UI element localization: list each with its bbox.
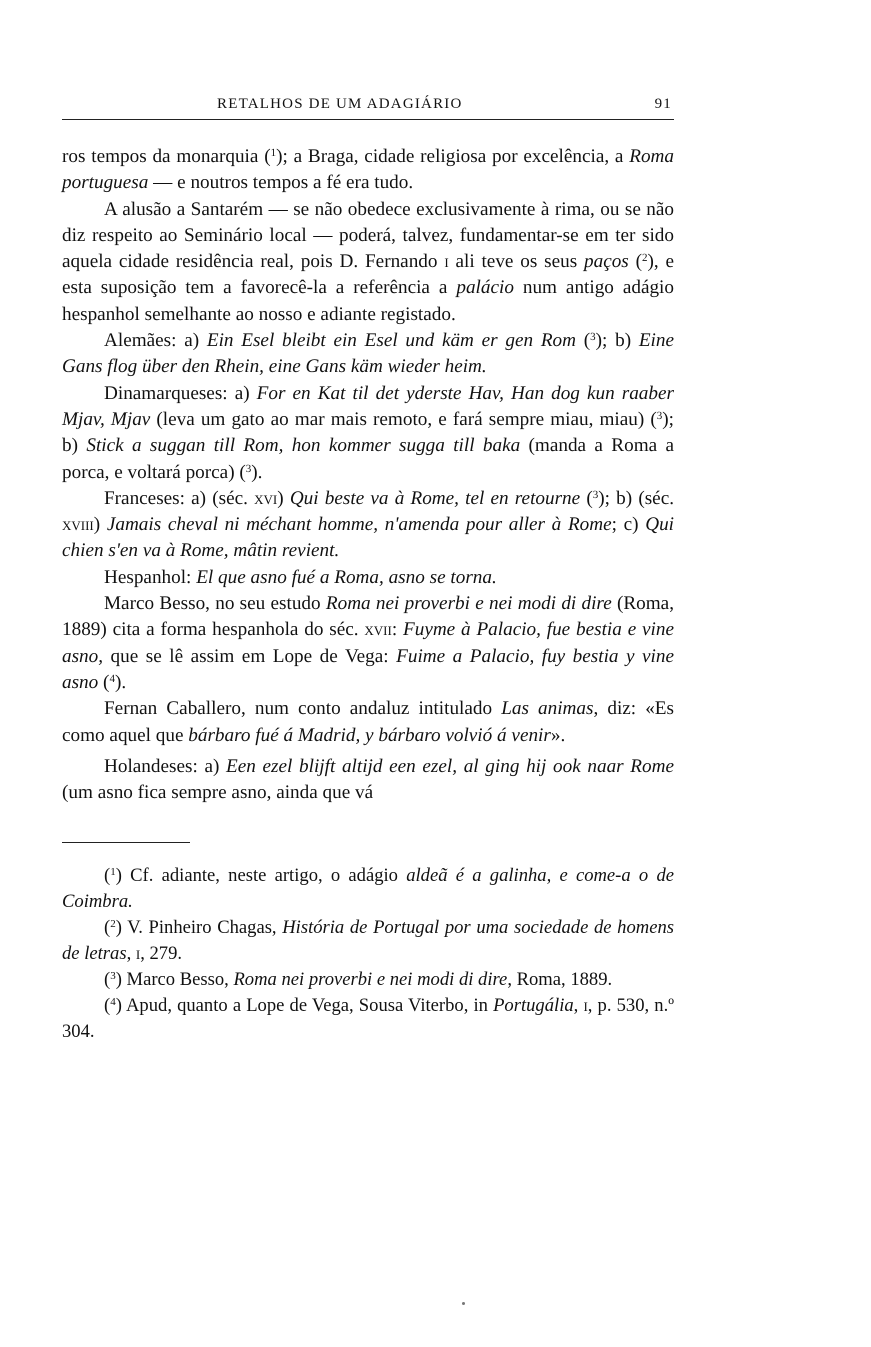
footnote [62, 993, 674, 1045]
italic-run: História de Portugal por uma sociedade de homens de letras [62, 917, 674, 965]
paragraph [62, 197, 674, 328]
text-run: ), e esta suposição tem a favorecê-la a referência a [62, 251, 675, 299]
text-run: ); b) (séc. [598, 487, 675, 509]
italic-run: Eine Gans flog über den Rhein, eine Gans käm wieder heim. [62, 330, 674, 378]
italic-run: Portugália [493, 995, 574, 1017]
italic-run: Qui chien s'en va à Rome, mâtin revient. [62, 514, 674, 562]
text-run: ); a Braga, cidade religiosa por excelência, a [276, 146, 630, 167]
text-run: num antigo adágio hespanhol semelhante ao nosso e adiante registado. [62, 277, 674, 325]
text-run: Marco Besso, no seu estudo [104, 593, 326, 615]
footnotes [62, 863, 674, 1045]
italic-run: palácio [456, 277, 514, 299]
footnote-ref: 3 [656, 409, 663, 422]
text-run: ; c) [611, 514, 646, 536]
italic-run: For en Kat til det yderste Hav, Han dog kun raaber Mjav, Mjav [62, 382, 674, 430]
italic-run: Fuime a Palacio, fuy bestia y vine asno [62, 645, 674, 693]
footnote-ref: 4 [109, 672, 115, 685]
paragraph [62, 328, 674, 381]
smallcaps-run: i [444, 251, 449, 273]
text-run: Fernan Caballero, num conto andaluz intitulado [104, 698, 502, 720]
text-run: ( [628, 251, 642, 273]
text-run: (leva um gato ao mar mais remoto, e fará sempre miau, miau) ( [150, 408, 657, 430]
text-run: Franceses: a) (séc. [104, 487, 255, 509]
italic-run: Een ezel blijft altijd een ezel, al ging hij ook naar Rome [226, 755, 674, 777]
paragraph [62, 381, 674, 486]
italic-run: paços [584, 251, 629, 273]
italic-run: Roma portuguesa [62, 146, 674, 194]
footnote [62, 863, 674, 915]
text-run: , [573, 995, 584, 1017]
text-run: ). [114, 671, 127, 693]
footnote-ref: 3 [110, 970, 116, 983]
italic-run: Stick a suggan till Rom, hon kommer sugga till baka [86, 435, 521, 457]
text-run: Alemães: a) [104, 330, 207, 352]
smallcaps-run: xviii [62, 514, 94, 536]
text-run: A alusão a Santarém — se não obedece exclusivamente à rima, ou se não diz respeito ao Seminário local — poderá, talvez, fundamentar-se em ter sido aquela cidade residência real, pois D. Fernando [62, 198, 674, 273]
text-run: ( [98, 671, 110, 693]
text-run: , 279. [140, 943, 183, 965]
running-header [62, 96, 674, 120]
text-run: , p. 530, n.º 304. [62, 995, 675, 1043]
text-run: ) Cf. adiante, neste artigo, o adágio [115, 865, 407, 887]
text-run: ). [251, 461, 263, 483]
footnote-divider [62, 842, 190, 843]
smallcaps-run: i [135, 943, 141, 965]
running-title: RETALHOS DE UM ADAGIÁRIO [217, 96, 463, 112]
paragraph [62, 565, 674, 591]
text-run: — e noutros tempos a fé era tudo. [148, 172, 414, 194]
text-run: ( [104, 917, 111, 939]
print-speck [462, 1302, 465, 1305]
text-run: Holandeses: a) [104, 755, 227, 777]
text-run: ) [93, 514, 107, 536]
smallcaps-run: xvi [254, 487, 278, 509]
text-run: Hespanhol: [104, 566, 197, 588]
text-run: (manda a Roma a porca, e voltará porca) ( [62, 435, 674, 483]
smallcaps-run: i [583, 995, 588, 1017]
footnote [62, 915, 674, 967]
footnote-ref: 3 [245, 462, 252, 475]
text-run: , Roma, 1889. [507, 969, 613, 991]
italic-run: El que asno fué a Roma, asno se torna. [196, 566, 497, 588]
footnote-ref: 3 [590, 331, 596, 344]
smallcaps-run: xvii [364, 619, 392, 641]
italic-run: Qui beste va à Rome, tel en retourne [289, 487, 581, 509]
text-run: (um asno fica sempre asno, ainda que vá [62, 782, 374, 804]
italic-run: bárbaro fué á Madrid, y bárbaro volvió á venir [188, 724, 551, 746]
text-run: ( [580, 487, 593, 509]
italic-run: Ein Esel bleibt ein Esel und käm er gen Rom [206, 330, 576, 352]
italic-run: Roma nei proverbi e nei modi di dire [325, 593, 612, 615]
text-run: ( [104, 865, 111, 887]
footnote [62, 967, 674, 993]
italic-run: Las animas [501, 698, 594, 720]
italic-run: aldeã é a galinha, e come-a o de Coimbra. [62, 865, 674, 913]
text-run: que se lê assim em Lope de Vega: [103, 645, 397, 667]
text-run: ( [104, 969, 111, 991]
paragraph [62, 696, 674, 749]
text-run: ); b) [595, 330, 639, 352]
footnote-ref: 1 [110, 866, 116, 879]
page-number: 91 [654, 96, 672, 112]
text-run: ); b) [62, 408, 674, 457]
footnote-ref: 1 [270, 147, 277, 159]
text-run: , diz: «Es como aquel que [62, 698, 674, 746]
text-run: ) [277, 487, 290, 509]
footnote-ref: 2 [110, 918, 116, 931]
text-run: , [126, 943, 136, 965]
footnote-ref: 3 [592, 488, 599, 501]
paragraph [62, 144, 674, 197]
italic-run: Jamais cheval ni méchant homme, n'amenda pour aller à Rome [106, 514, 612, 536]
text-run: : [391, 619, 403, 641]
italic-run: Fuyme à Palacio, fue bestia e vine asno, [62, 619, 674, 667]
text-run: ( [104, 995, 111, 1017]
paragraph [62, 754, 674, 807]
text-run: Dinamarqueses: a) [104, 382, 257, 404]
book-page [62, 96, 674, 1045]
footnote-ref: 2 [641, 252, 648, 265]
text-run: ros tempos da monarquia ( [62, 146, 271, 167]
body-text [62, 144, 674, 806]
text-run: ) Marco Besso, [115, 969, 234, 991]
footnote-ref: 4 [110, 996, 116, 1009]
paragraph [62, 486, 674, 565]
paragraph [62, 591, 674, 696]
text-run: ) V. Pinheiro Chagas, [115, 917, 283, 939]
text-run: ». [550, 724, 566, 746]
text-run: ( [576, 330, 591, 352]
text-run: (Roma, 1889) cita a forma hespanhola do séc. [62, 593, 674, 641]
text-run: ) Apud, quanto a Lope de Vega, Sousa Viterbo, in [115, 995, 494, 1017]
italic-run: Roma nei proverbi e nei modi di dire [233, 969, 508, 991]
text-run: ali teve os seus [448, 251, 584, 273]
